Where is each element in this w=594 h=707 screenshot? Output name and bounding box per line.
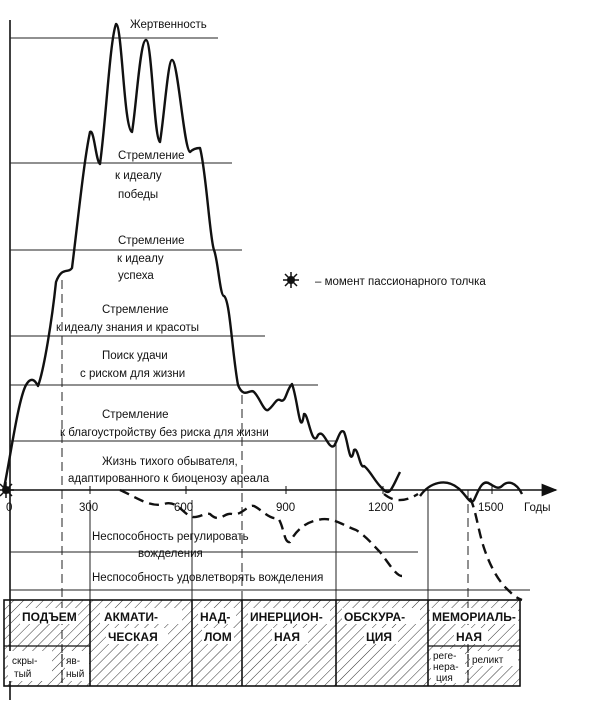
phase-inertial-2: НАЯ bbox=[274, 630, 300, 644]
x-tick-300: 300 bbox=[79, 502, 99, 514]
level-label-luck-1: Поиск удачи bbox=[102, 350, 168, 362]
legend-text: – момент пассионарного толчка bbox=[315, 276, 486, 288]
level-label-philistine-1: Жизнь тихого обывателя, bbox=[102, 456, 238, 468]
impulse-icon-origin bbox=[0, 482, 14, 498]
level-label-luck-2: с риском для жизни bbox=[80, 368, 186, 380]
subphase-regeneration-2: нера- bbox=[433, 662, 459, 673]
x-axis-unit: Годы bbox=[524, 502, 551, 514]
x-tick-1500: 1500 bbox=[478, 502, 504, 514]
level-label-satisfy: Неспособность удовлетворять вожделения bbox=[92, 572, 324, 584]
level-label-victory-3: победы bbox=[118, 189, 159, 201]
level-label-success-1: Стремление bbox=[118, 235, 185, 247]
x-tick-900: 900 bbox=[276, 502, 296, 514]
level-label-comfort-2: к благоустройству без риска для жизни bbox=[60, 427, 269, 439]
phase-breakdown-1: НАД- bbox=[200, 610, 231, 624]
phase-memorial-1: МЕМОРИАЛЬ- bbox=[432, 610, 516, 624]
x-tick-1200: 1200 bbox=[368, 502, 394, 514]
level-label-victory-1: Стремление bbox=[118, 150, 185, 162]
passionarity-curve bbox=[4, 24, 400, 492]
subphase-regeneration-1: реге- bbox=[433, 651, 457, 662]
subphase-relic: реликт bbox=[472, 655, 504, 666]
level-label-sacrifice: Жертвенность bbox=[130, 19, 207, 31]
phase-inertial-1: ИНЕРЦИОН- bbox=[250, 610, 323, 624]
x-tick-600: 600 bbox=[174, 502, 194, 514]
x-tick-0: 0 bbox=[6, 502, 13, 514]
level-label-knowledge-1: Стремление bbox=[102, 304, 169, 316]
subphase-explicit-2: ный bbox=[66, 669, 85, 680]
phase-rise: ПОДЪЕМ bbox=[22, 610, 77, 624]
level-label-regulate-1: Неспособность регулировать bbox=[92, 531, 249, 543]
phase-breakdown-2: ЛОМ bbox=[204, 630, 232, 644]
subphase-hidden-1: скры- bbox=[12, 656, 38, 667]
level-label-victory-2: к идеалу bbox=[115, 170, 162, 182]
level-label-success-3: успеха bbox=[118, 270, 154, 282]
impulse-icon-legend bbox=[283, 272, 299, 288]
phase-obscuration-1: ОБСКУРА- bbox=[344, 610, 406, 624]
level-label-knowledge-2: к идеалу знания и красоты bbox=[56, 322, 200, 334]
phase-acmatic-2: ЧЕСКАЯ bbox=[108, 630, 158, 644]
phase-acmatic-1: АКМАТИ- bbox=[104, 610, 159, 624]
subphase-hidden-2: тый bbox=[14, 669, 32, 680]
subphase-explicit-1: яв- bbox=[66, 656, 81, 667]
phase-memorial-2: НАЯ bbox=[456, 630, 482, 644]
phase-obscuration-2: ЦИЯ bbox=[366, 630, 393, 644]
level-label-success-2: к идеалу bbox=[117, 253, 164, 265]
level-label-comfort-1: Стремление bbox=[102, 409, 169, 421]
subphase-regeneration-3: ция bbox=[436, 673, 453, 684]
level-label-philistine-2: адаптированного к биоценозу ареала bbox=[68, 473, 270, 485]
level-label-regulate-2: вожделения bbox=[138, 548, 203, 560]
decline-curve-mem bbox=[384, 494, 418, 500]
